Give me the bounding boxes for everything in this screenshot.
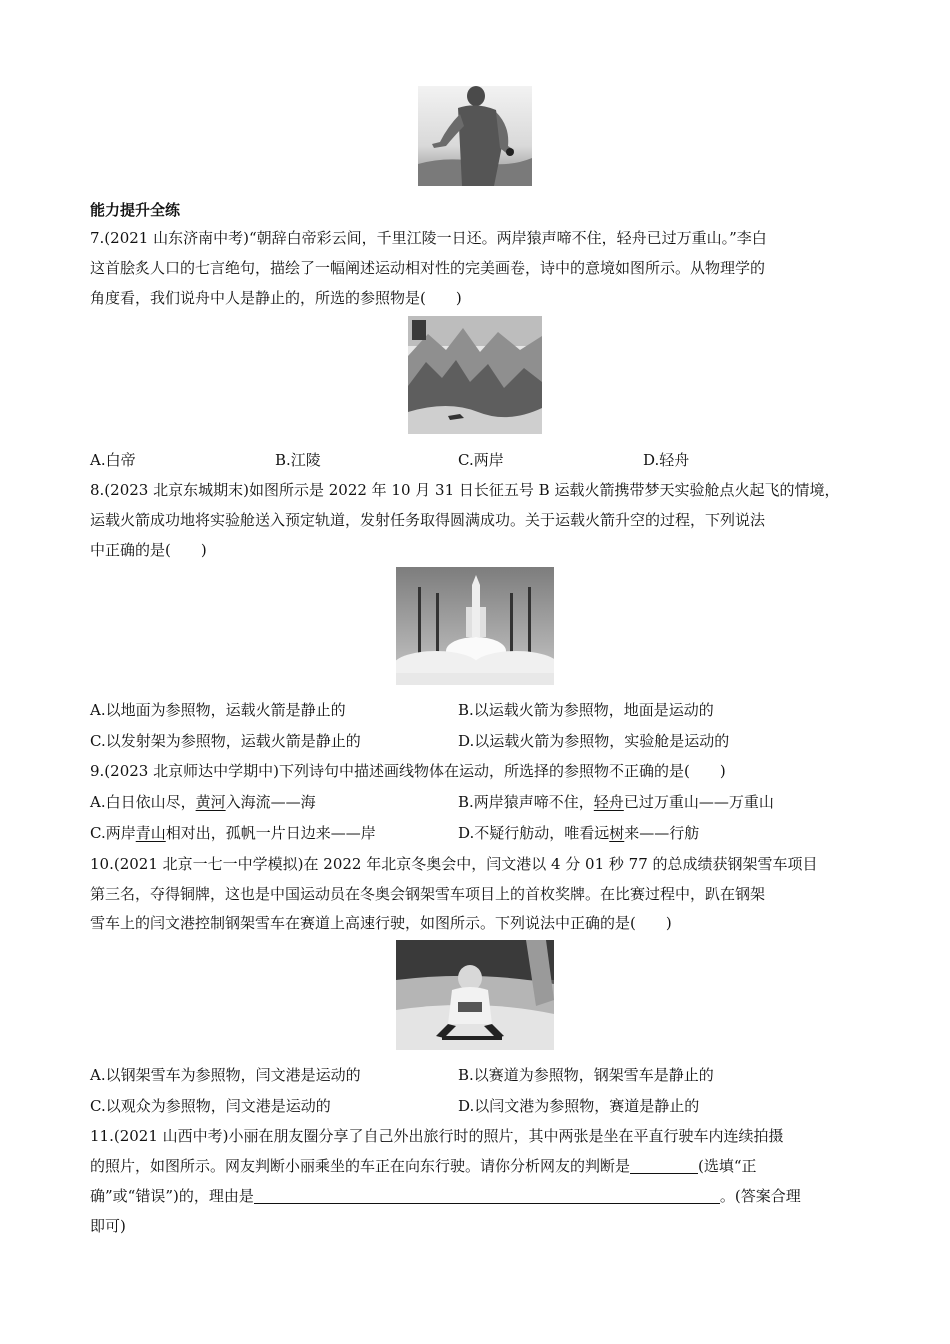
q9-option-d-underlined: 树 [609,824,625,842]
q11-line-2-text: 的照片，如图所示。网友判断小丽乘坐的车正在向东行驶。请你分析网友的判断是 [90,1157,631,1175]
q11-stem-line-2 [90,1156,757,1176]
q7-option-b[interactable]: B.江陵 [275,451,321,469]
q9-option-a-underlined: 黄河 [195,793,226,811]
q9-stem-line-1: 9.(2023 北京师达中学期中)下列诗句中描述画线物体在运动，所选择的参照物不正确的是( ) [90,762,726,780]
section-title: 能力提升全练 [90,201,181,219]
q10-option-a[interactable]: A.以钢架雪车为参照物，闫文港是运动的 [90,1066,361,1084]
q7-option-d[interactable]: D.轻舟 [643,451,690,469]
q9-option-c-underlined: 青山 [135,824,166,842]
skeleton-sled-photo [396,940,554,1050]
q9-option-b-answer: 已过万重山——万重山 [623,793,774,811]
q8-option-b[interactable]: B.以运载火箭为参照物，地面是运动的 [458,701,714,719]
q9-option-c[interactable] [90,823,376,843]
q10-stem-line-2: 第三名，夺得铜牌，这也是中国运动员在冬奥会钢架雪车项目上的首枚奖牌。在比赛过程中，趴在钢架 [90,885,766,903]
q8-stem-line-3: 中正确的是( ) [90,541,207,559]
q8-stem-line-1: 8.(2023 北京东城期末)如图所示是 2022 年 10 月 31 日长征五号 B 运载火箭携带梦天实验舱点火起飞的情境， [90,481,840,499]
q9-option-a-answer: 入海流——海 [225,793,316,811]
q11-blank-1[interactable] [630,1157,698,1174]
q10-stem-line-3: 雪车上的闫文港控制钢架雪车在赛道上高速行驶，如图所示。下列说法中正确的是( ) [90,914,672,932]
q10-option-d[interactable]: D.以闫文港为参照物，赛道是静止的 [458,1097,700,1115]
q11-blank-2[interactable] [254,1187,720,1204]
q11-line-3-text: 确”或“错误”)的，理由是 [90,1187,254,1205]
q11-stem-line-4: 即可) [90,1217,126,1235]
q7-stem-line-1: 7.(2021 山东济南中考)“朝辞白帝彩云间，千里江陵一日还。两岸猿声啼不住，轻舟已过万重山。”李白 [90,229,767,247]
q8-option-a[interactable]: A.以地面为参照物，运载火箭是静止的 [90,701,346,719]
q11-line-2-tail: (选填“正 [698,1157,757,1175]
runner-photo [418,86,532,186]
mountain-painting [408,316,542,434]
q8-stem-line-2: 运载火箭成功地将实验舱送入预定轨道，发射任务取得圆满成功。关于运载火箭升空的过程，下列说法 [90,511,766,529]
q7-stem-line-3: 角度看，我们说舟中人是静止的，所选的参照物是( ) [90,289,462,307]
q10-stem-line-1: 10.(2021 北京一七一中学模拟)在 2022 年北京冬奥会中，闫文港以 4 分 01 秒 77 的总成绩获钢架雪车项目 [90,855,818,873]
q9-option-b[interactable] [458,792,774,812]
q9-option-b-text: B.两岸猿声啼不住， [458,793,594,811]
q11-line-3-tail: 。(答案合理 [719,1187,801,1205]
q7-option-c[interactable]: C.两岸 [458,451,504,469]
q10-option-c[interactable]: C.以观众为参照物，闫文港是运动的 [90,1097,331,1115]
q9-option-a[interactable] [90,792,316,812]
q11-stem-line-1: 11.(2021 山西中考)小丽在朋友圈分享了自己外出旅行时的照片，其中两张是坐在平直行驶车内连续拍摄 [90,1127,784,1145]
q11-stem-line-3 [90,1186,801,1206]
q8-option-d[interactable]: D.以运载火箭为参照物，实验舱是运动的 [458,732,730,750]
q9-option-b-underlined: 轻舟 [593,793,624,811]
q9-option-c-answer: 相对出，孤帆一片日边来——岸 [165,824,376,842]
q9-option-a-text: A.白日依山尽， [90,793,196,811]
q7-option-a[interactable]: A.白帝 [90,451,136,469]
rocket-launch-photo [396,567,554,685]
q10-option-b[interactable]: B.以赛道为参照物，钢架雪车是静止的 [458,1066,714,1084]
q7-stem-line-2: 这首脍炙人口的七言绝句，描绘了一幅阐述运动相对性的完美画卷，诗中的意境如图所示。从物理学的 [90,259,766,277]
q9-option-d[interactable] [458,823,699,843]
q9-option-c-text: C.两岸 [90,824,136,842]
q9-option-d-text: D.不疑行舫动，唯看远 [458,824,610,842]
q8-option-c[interactable]: C.以发射架为参照物，运载火箭是静止的 [90,732,361,750]
q9-option-d-answer: 来——行舫 [624,824,700,842]
